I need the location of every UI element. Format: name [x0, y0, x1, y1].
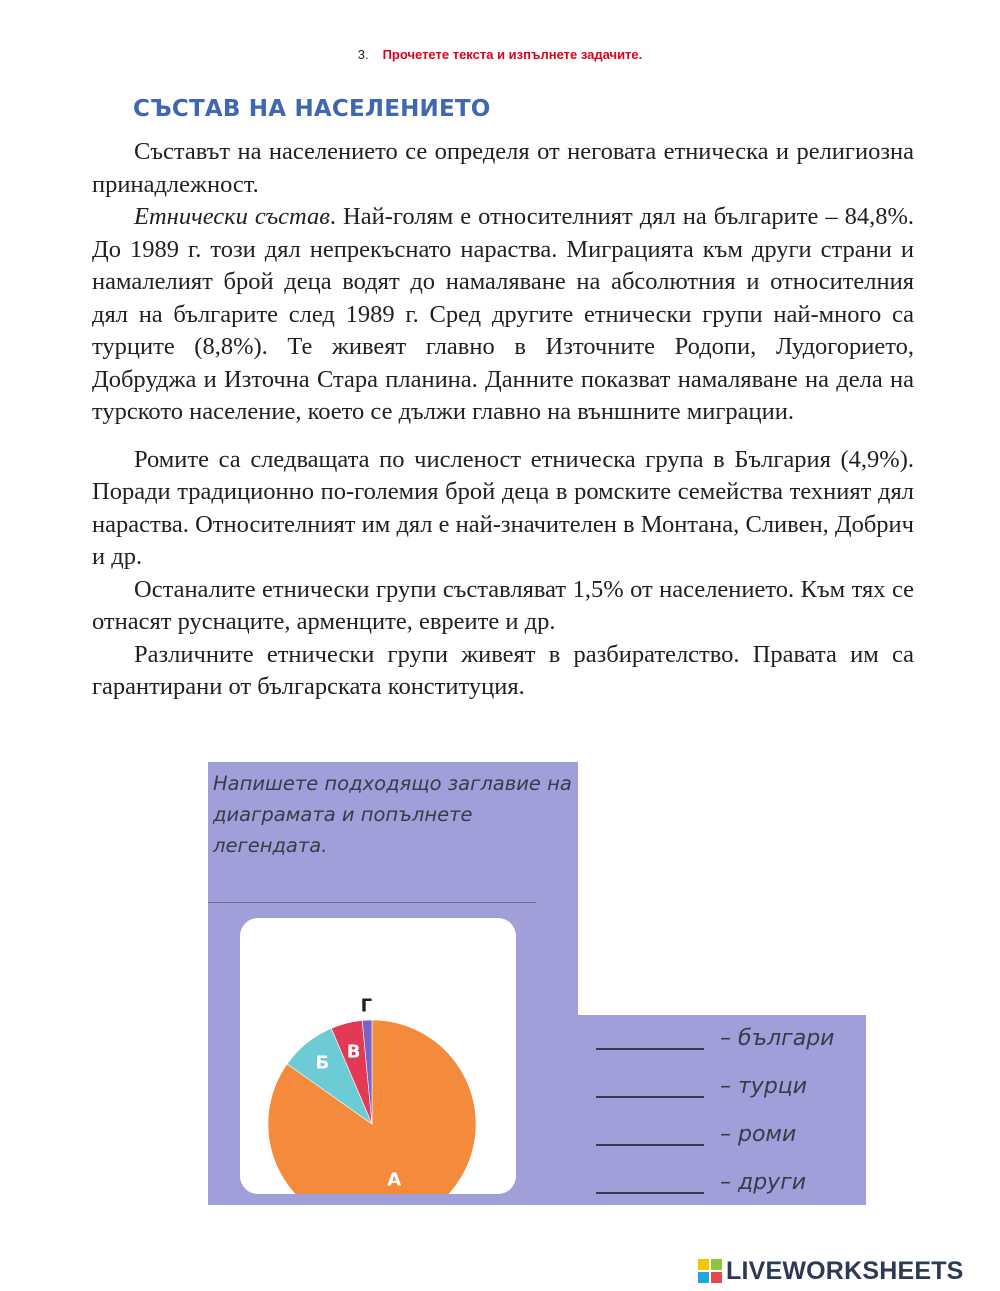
legend-blank-roma[interactable]	[596, 1144, 704, 1146]
liveworksheets-logo	[698, 1256, 964, 1286]
article-body	[92, 136, 914, 704]
logo-squares-icon	[698, 1259, 722, 1283]
chart-exercise-box	[208, 762, 578, 1205]
task-number: 3.	[357, 47, 369, 62]
paragraph-other-groups: Останалите етнически групи съставляват 1,5% от населението. Към тях се отнасят руснаците, арменците, евреите и др.	[92, 575, 914, 635]
logo-square	[698, 1272, 709, 1283]
legend-blank-turks[interactable]	[596, 1096, 704, 1098]
pie-slice-label-4: Г	[360, 995, 373, 1017]
paragraph-composition: Съставът на населението се определя от неговата етническа и религиозна принадлежност.	[92, 138, 914, 198]
legend-label-others: – други	[720, 1170, 807, 1195]
pie-slice-label-2: Б	[315, 1052, 330, 1074]
pie-chart	[240, 918, 516, 1194]
logo-name: LIVEWORKSHEETS	[726, 1256, 964, 1285]
legend-label-turks: – турци	[720, 1074, 808, 1099]
pie-slice-label-1: А	[387, 1169, 402, 1191]
legend-row-turks	[578, 1074, 866, 1104]
logo-square	[698, 1259, 709, 1270]
legend-row-others	[578, 1170, 866, 1200]
legend-blank-others[interactable]	[596, 1192, 704, 1194]
task-header	[0, 47, 1000, 62]
ethnic-composition-term: Етнически състав	[134, 203, 330, 230]
task-instruction: Прочетете текста и изпълнете задачите.	[382, 47, 643, 62]
legend-row-bulgarians	[578, 1026, 866, 1056]
paragraph-constitution: Различните етнически групи живеят в разбирателство. Правата им са гарантирани от българската конституция.	[92, 640, 914, 700]
exercise-instruction: Напишете подходящо заглавие на диаграмата и попълнете легендата.	[213, 772, 572, 857]
logo-square	[711, 1272, 722, 1283]
paragraph-ethnic-text: . Най-голям е относителният дял на българите – 84,8%. До 1989 г. този дял непрекъснато нараства. Миграцията към други страни и намалелият брой деца водят до намаляване на абсолютния и относителния дял на българите след 1989 г. Сред другите етнически групи най-много са турците (8,8%). Те живеят главно в Източните Родопи, Лудогорието, Добруджа и Източна Стара планина. Данните показват намаляване на дела на турското население, което се дължи главно на външните миграции.	[92, 203, 914, 425]
pie-slice-label-3: В	[346, 1041, 361, 1063]
legend-blank-bulgarians[interactable]	[596, 1048, 704, 1050]
pie-chart-card	[240, 918, 516, 1194]
legend-row-roma	[578, 1122, 866, 1152]
paragraph-ethnic	[92, 201, 914, 429]
paragraph-roma: Ромите са следващата по численост етническа група в България (4,9%). Поради традиционно по-големия брой деца в ромските семейства техният дял нараства. Относителният им дял е най-значителен в Монтана, Сливен, Добрич и др.	[92, 445, 914, 570]
legend-label-roma: – роми	[720, 1122, 797, 1147]
legend-box	[578, 1015, 866, 1205]
section-heading: СЪСТАВ НА НАСЕЛЕНИЕТО	[133, 96, 491, 122]
chart-title-blank[interactable]	[208, 902, 536, 903]
logo-square	[711, 1259, 722, 1270]
legend-label-bulgarians: – българи	[720, 1026, 835, 1051]
